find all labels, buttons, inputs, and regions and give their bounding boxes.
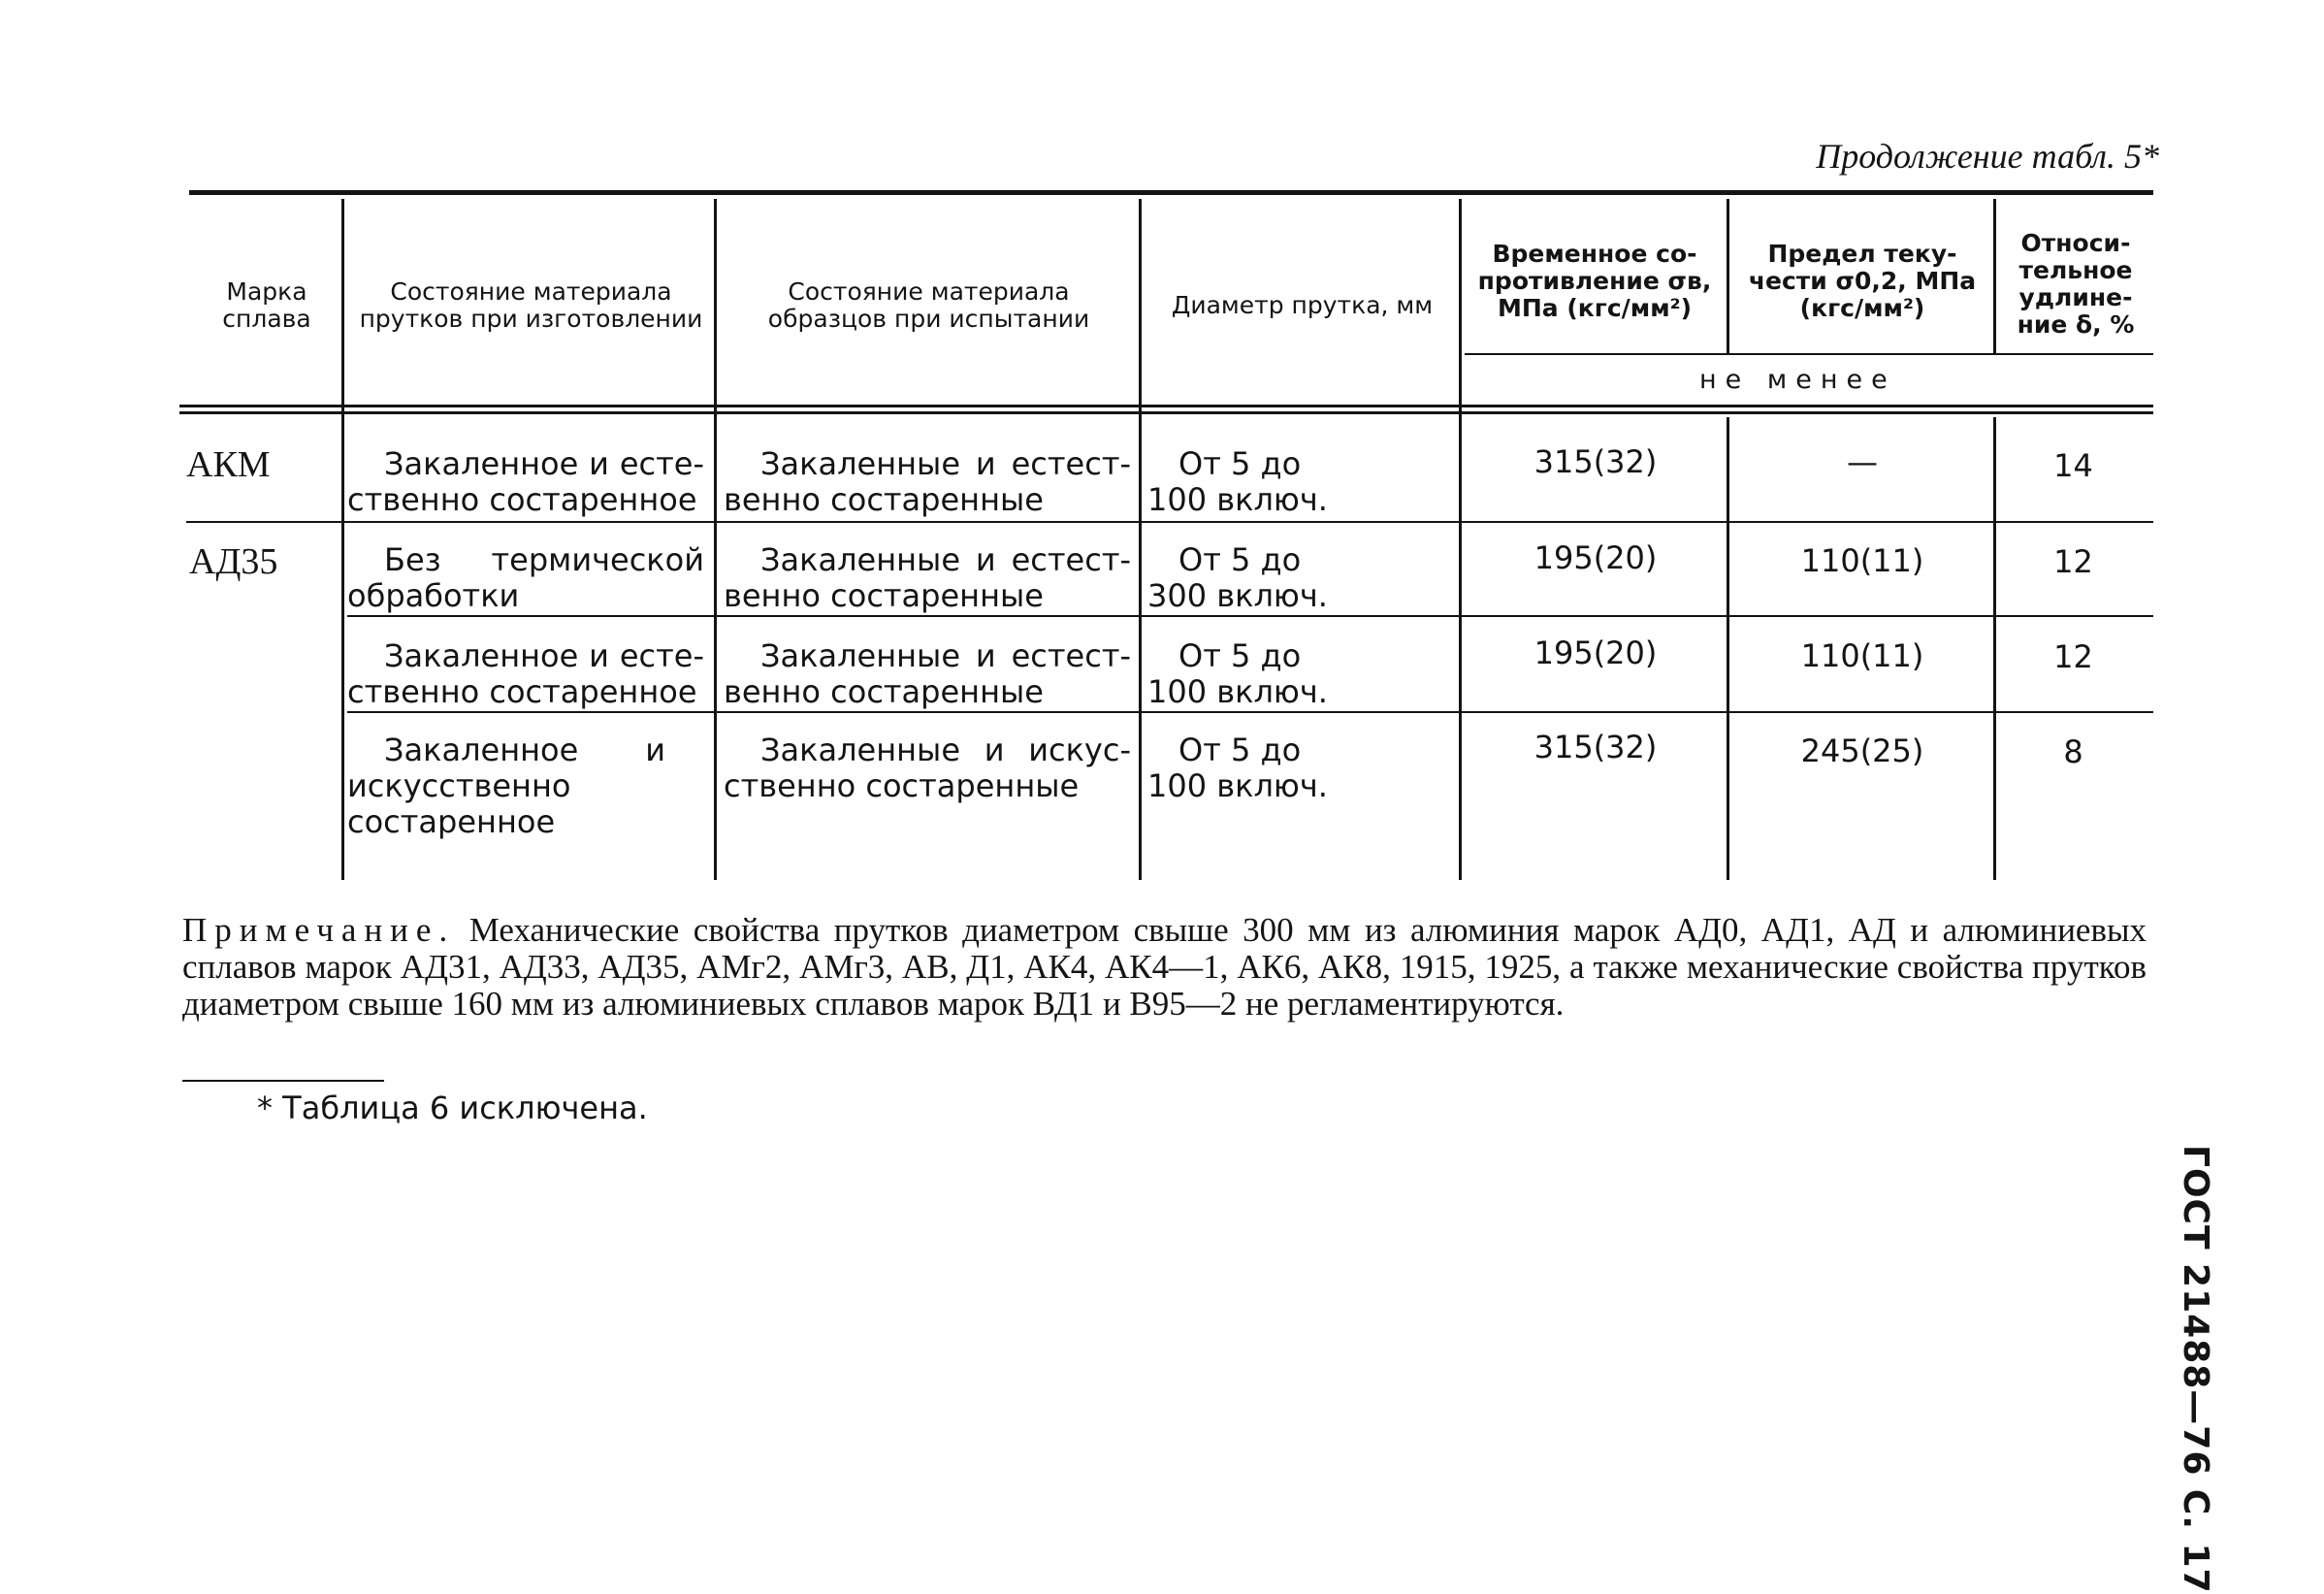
subheader-min: не менее	[1699, 365, 1896, 395]
row-rule-3	[347, 711, 2153, 713]
header-tensile: Временное сопротивление σв, МПа (кгс/мм²)	[1477, 240, 1712, 322]
header-state-mfg: Состояние материала прутков при изготовлении	[359, 277, 703, 333]
cell-state-test: Закаленные и искусственно состаренные	[724, 732, 1131, 804]
cell-diameter: От 5 до 300 включ.	[1147, 541, 1328, 614]
col-divider-5b	[1727, 417, 1729, 880]
row-rule-akm	[186, 521, 2153, 523]
row-rule-2	[347, 615, 2153, 617]
footnote-rule	[182, 1080, 384, 1082]
header-bottom-rule-1	[179, 405, 2153, 407]
cell-state-mfg: Без термической обработки	[347, 541, 704, 614]
side-standard-label: ГОСТ 21488—76 С. 17	[2176, 1145, 2215, 1594]
cell-state-test: Закаленные и естественно состаренные	[724, 637, 1131, 710]
col-divider-2	[714, 199, 717, 880]
header-diameter: Диаметр прутка, мм	[1171, 291, 1434, 319]
cell-yield: 110(11)	[1800, 637, 1924, 674]
cell-grade: АД35	[189, 541, 278, 582]
cell-elongation: 8	[2063, 733, 2083, 770]
cell-grade: АКМ	[186, 444, 271, 485]
cell-elongation: 14	[2053, 447, 2093, 484]
cell-diameter: От 5 до 100 включ.	[1147, 732, 1328, 804]
cell-state-test: Закаленные и естественно состаренные	[724, 541, 1131, 614]
header-yield: Предел текучести σ0,2, МПа (кгс/мм²)	[1748, 240, 1977, 322]
cell-state-test: Закаленные и естественно состаренные	[724, 445, 1131, 518]
cell-elongation: 12	[2053, 543, 2093, 580]
cell-elongation: 12	[2053, 638, 2093, 675]
note-text: Механические свойства прутков диаметром свыше 300 мм из алюминия марок АД0, АД1, АД и алюминиевых сплавов марок АД31, АД33, АД35, АМг2, АМг3, АВ, Д1, АК4, АК4—1, АК6, АК8, 1915, 1925, а также механические свойства прутков диаметром свыше 160 мм из алюминиевых сплавов марок ВД1 и В95—2 не регламентируются.	[182, 911, 2147, 1023]
cell-state-mfg: Закаленное и естественно состаренное	[347, 445, 704, 518]
col-divider-3	[1139, 199, 1142, 880]
header-state-test: Состояние материала образцов при испытании	[767, 277, 1090, 333]
cell-yield: 110(11)	[1800, 542, 1924, 579]
col-divider-4	[1459, 199, 1462, 880]
cell-state-mfg: Закаленное и естественно состаренное	[347, 637, 704, 710]
footnote: * Таблица 6 исключена.	[257, 1090, 648, 1126]
cell-yield: —	[1847, 443, 1878, 480]
cell-diameter: От 5 до 100 включ.	[1147, 445, 1328, 518]
col-divider-6	[1993, 199, 1996, 354]
table-top-rule	[189, 190, 2153, 195]
header-grade: Марка сплава	[222, 277, 311, 333]
cell-diameter: От 5 до 100 включ.	[1147, 637, 1328, 710]
table-note	[182, 912, 2146, 1023]
col-divider-1	[341, 199, 344, 880]
col-divider-5	[1727, 199, 1729, 354]
header-bottom-rule-2	[179, 411, 2153, 414]
cell-tensile: 195(20)	[1533, 539, 1658, 576]
header-elongation: Относительное удлинение δ, %	[2017, 229, 2135, 339]
cell-tensile: 315(32)	[1533, 443, 1658, 480]
cell-state-mfg: Закаленное и искусственно состаренное	[347, 732, 665, 840]
cell-yield: 245(25)	[1800, 732, 1924, 769]
col-divider-6b	[1993, 417, 1996, 880]
cell-tensile: 195(20)	[1533, 634, 1658, 671]
continuation-label: Продолжение табл. 5*	[1816, 137, 2159, 176]
note-lead: Примечание.	[182, 911, 456, 949]
cell-tensile: 315(32)	[1533, 729, 1658, 765]
